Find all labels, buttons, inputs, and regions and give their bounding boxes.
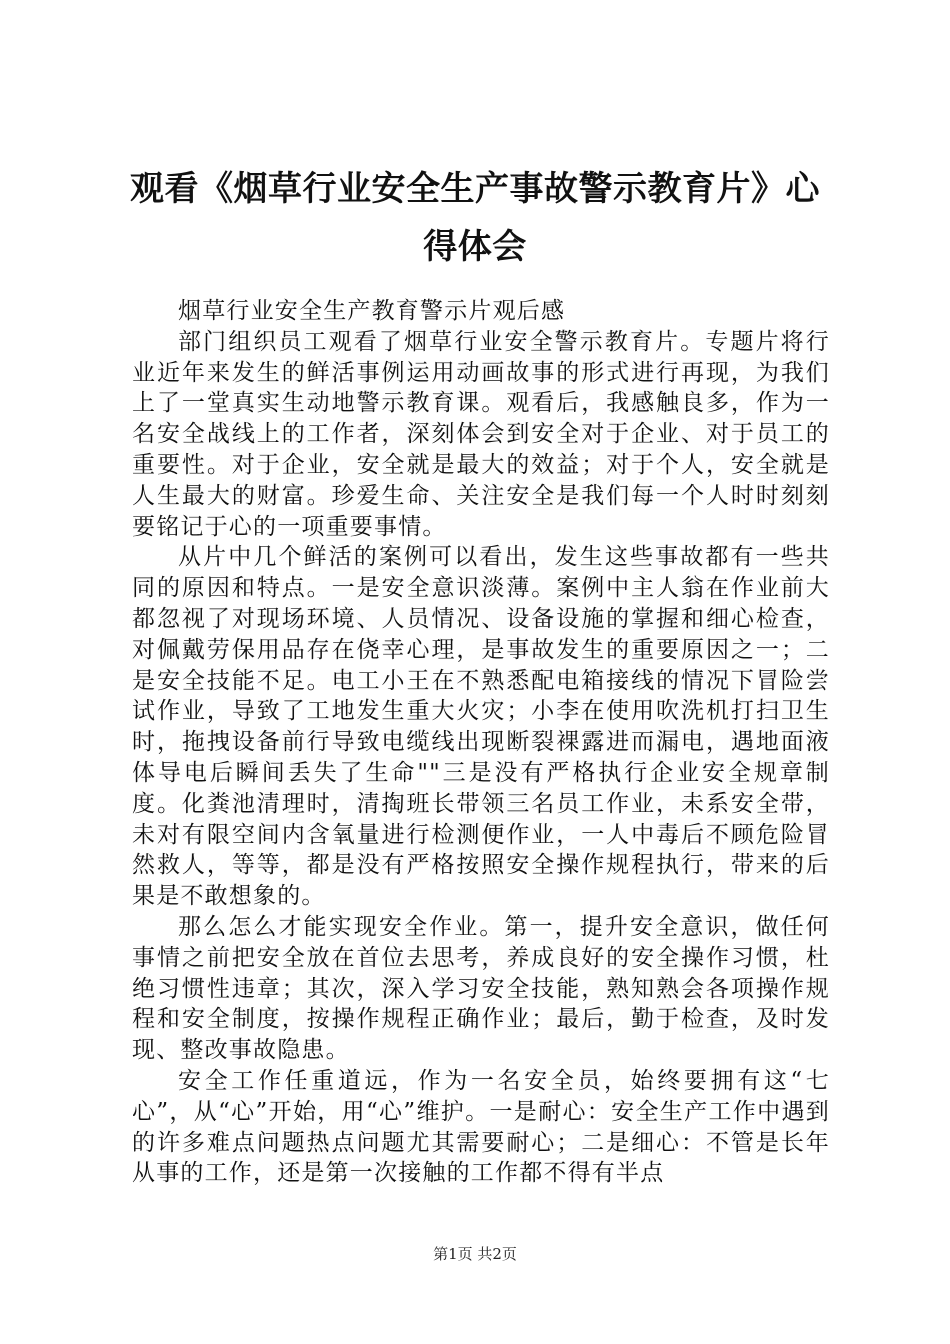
paragraph-2: 从片中几个鲜活的案例可以看出，发生这些事故都有一些共同的原因和特点。一是安全意识淡薄。案例中主人翁在作业前大都忽视了对现场环境、人员情况、设备设施的掌握和细心检查，对佩戴劳保用品存在侥幸心理，是事故发生的重要原因之一；二是安全技能不足。电工小王在不熟悉配电箱接线的情况下冒险尝试作业，导致了工地发生重大火灾；小李在使用吹洗机打扫卫生时，拖拽设备前行导致电缆线出现断裂裸露进而漏电，遇地面液体导电后瞬间丢失了生命""三是没有严格执行企业安全规章制度。化粪池清理时，清掏班长带领三名员工作业，未系安全带，未对有限空间内含氧量进行检测便作业，一人中毒后不顾危险冒然救人，等等，都是没有严格按照安全操作规程执行，带来的后果是不敢想象的。 <box>132 544 830 910</box>
page-number-label: 第1页 共2页 <box>433 1245 517 1263</box>
document-title: 观看《烟草行业安全生产事故警示教育片》心得体会 <box>130 169 820 267</box>
document-body <box>132 296 830 1189</box>
paragraph-subtitle: 烟草行业安全生产教育警示片观后感 <box>178 298 566 324</box>
paragraph-1: 部门组织员工观看了烟草行业安全警示教育片。专题片将行业近年来发生的鲜活事例运用动画故事的形式进行再现，为我们上了一堂真实生动地警示教育课。观看后，我感触良多，作为一名安全战线上的工作者，深刻体会到安全对于企业、对于员工的重要性。对于企业，安全就是最大的效益；对于个人，安全就是人生最大的财富。珍爱生命、关注安全是我们每一个人时时刻刻要铭记于心的一项重要事情。 <box>132 328 830 540</box>
paragraph-3: 那么怎么才能实现安全作业。第一，提升安全意识，做任何事情之前把安全放在首位去思考，养成良好的安全操作习惯，杜绝习惯性违章；其次，深入学习安全技能，熟知熟会各项操作规程和安全制度，按操作规程正确作业；最后，勤于检查，及时发现、整改事故隐患。 <box>132 913 830 1064</box>
paragraph-4: 安全工作任重道远，作为一名安全员，始终要拥有这“七心”，从“心”开始，用“心”维护。一是耐心：安全生产工作中遇到的许多难点问题热点问题尤其需要耐心；二是细心：不管是长年从事的工作，还是第一次接触的工作都不得有半点 <box>132 1067 830 1187</box>
page-footer <box>0 1244 950 1264</box>
